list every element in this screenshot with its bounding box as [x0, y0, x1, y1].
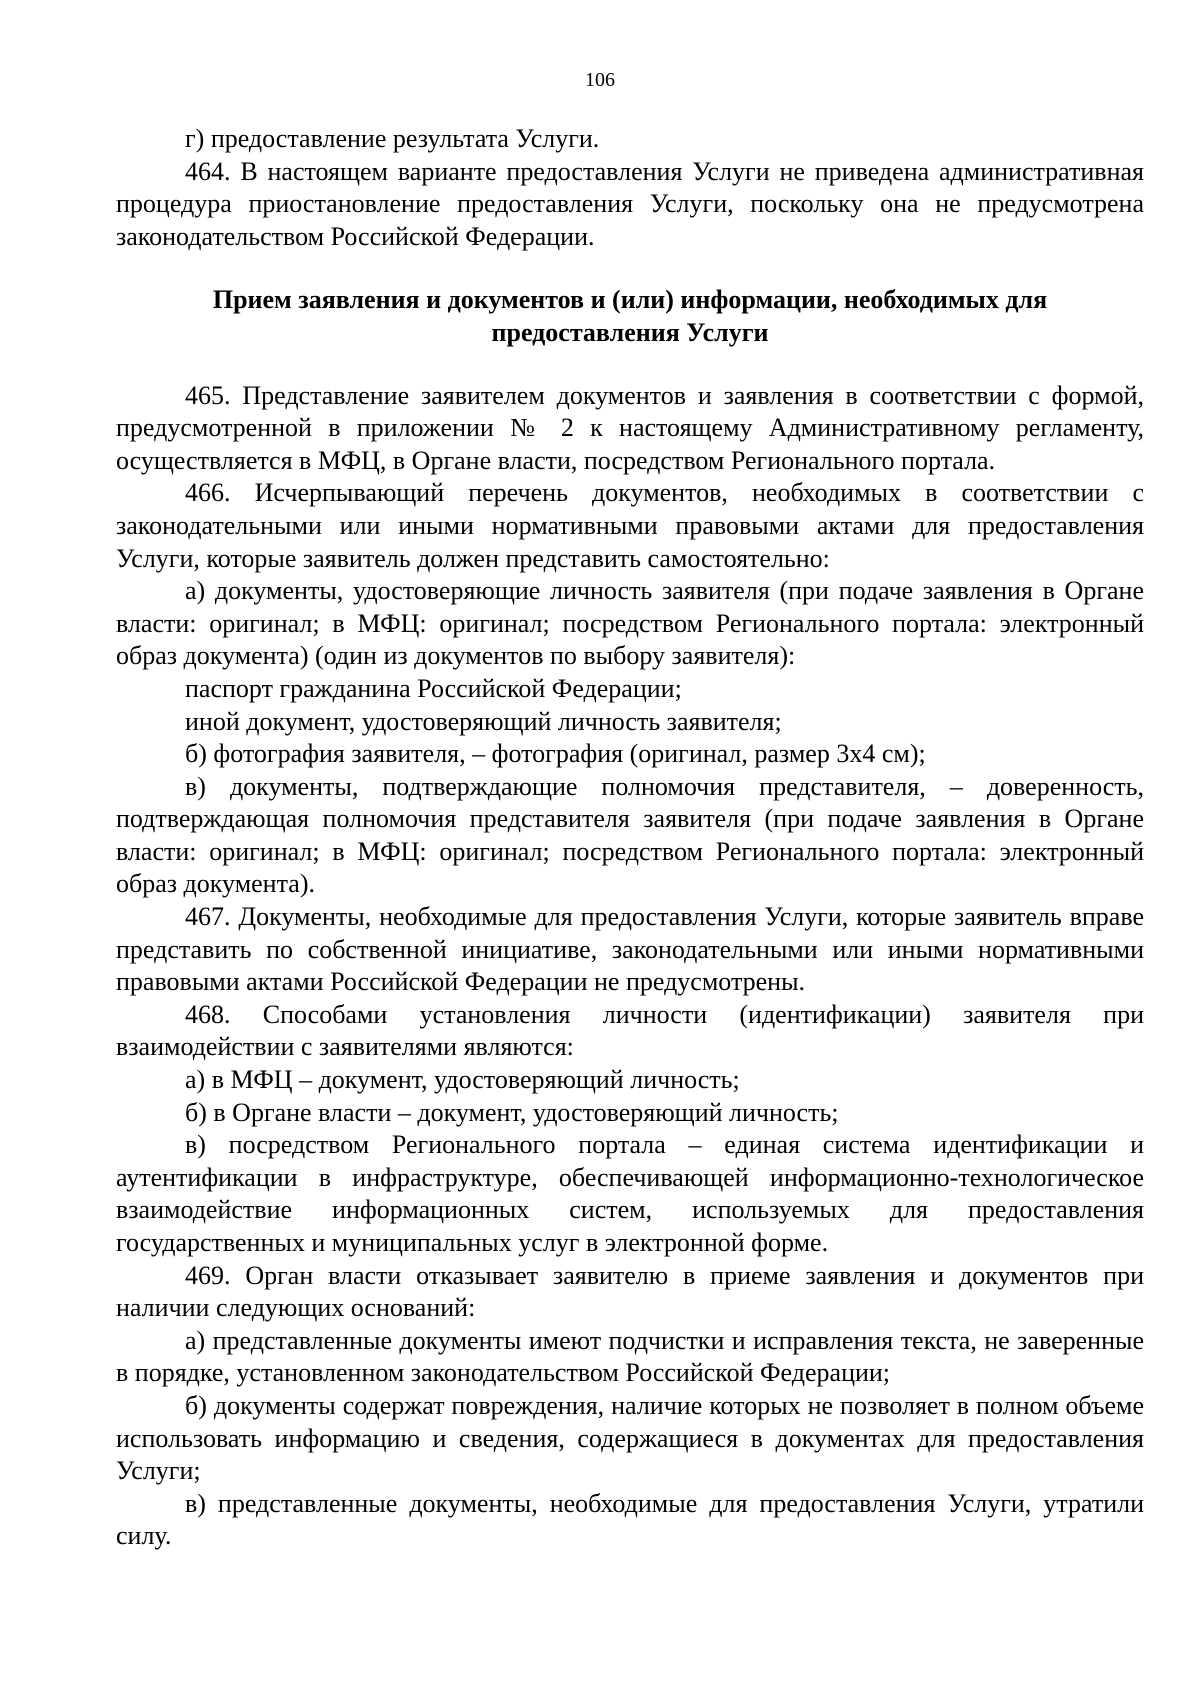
paragraph-469-v: в) представленные документы, необходимые для предоставления Услуги, утратили силу. [116, 1488, 1144, 1551]
paragraph-465: 465. Представление заявителем документов и заявления в соответствии с формой, предусмотренной в приложении № 2 к настоящему Административному регламенту, осуществляется в МФЦ, в Органе власти, посредством Регионального портала. [116, 380, 1144, 475]
section-heading [116, 284, 1144, 349]
paragraph-item-g: г) предоставление результата Услуги. [185, 124, 600, 153]
paragraph-469-b: б) документы содержат повреждения, наличие которых не позволяет в полном объеме использовать информацию и сведения, содержащиеся в документах для предоставления Услуги; [116, 1390, 1144, 1486]
paragraph-466-a: а) документы, удостоверяющие личность заявителя (при подаче заявления в Органе власти: оригинал; в МФЦ: оригинал; посредством Регионального портала: электронный образ документа) (один из документов по выбору заявителя): [116, 576, 1144, 671]
paragraph-468-b: б) в Органе власти – документ, удостоверяющий личность; [185, 1097, 839, 1127]
paragraph-466: 466. Исчерпывающий перечень документов, необходимых в соответствии с законодательными или иными нормативными правовыми актами для предоставления Услуги, которые заявитель должен представить самостоятельно: [116, 478, 1144, 573]
paragraph-468-v: в) посредством Регионального портала – единая система идентификации и аутентификации в инфраструктуре, обеспечивающей информационно-технологическое взаимодействие информационных систем, используемых для предоставления государственных и муниципальных услуг в электронной форме. [116, 1130, 1144, 1257]
paragraph-468-a: а) в МФЦ – документ, удостоверяющий личность; [185, 1065, 740, 1095]
paragraph-467: 467. Документы, необходимые для предоставления Услуги, которые заявитель вправе представить по собственной инициативе, законодательными или иными нормативными правовыми актами Российской Федерации не предусмотрены. [116, 902, 1144, 997]
document-body [116, 123, 1144, 1553]
paragraph-468: 468. Способами установления личности (идентификации) заявителя при взаимодействии с заявителями являются: [116, 999, 1144, 1062]
section-heading-line-1: Прием заявления и документов и (или) информации, необходимых для [212, 285, 1048, 315]
paragraph-466-v: в) документы, подтверждающие полномочия представителя, – доверенность, подтверждающая полномочия представителя заявителя (при подаче заявления в Органе власти: оригинал; в МФЦ: оригинал; посредством Регионального портала: электронный образ документа). [116, 771, 1144, 899]
paragraph-466-other-id: иной документ, удостоверяющий личность заявителя; [185, 706, 782, 736]
paragraph-469: 469. Орган власти отказывает заявителю в приеме заявления и документов при наличии следующих оснований: [116, 1260, 1144, 1323]
paragraph-469-a: а) представленные документы имеют подчистки и исправления текста, не заверенные в порядке, установленном законодательством Российской Федерации; [116, 1325, 1144, 1388]
section-heading-line-2: предоставления Услуги [491, 317, 769, 347]
paragraph-466-passport: паспорт гражданина Российской Федерации; [185, 673, 682, 703]
page-number: 106 [585, 69, 615, 91]
paragraph-464: 464. В настоящем варианте предоставления Услуги не приведена административная процедура приостановление предоставления Услуги, поскольку она не предусмотрена законодательством Российской Федерации. [116, 156, 1144, 251]
paragraph-466-b: б) фотография заявителя, – фотография (оригинал, размер 3х4 см); [185, 739, 926, 769]
